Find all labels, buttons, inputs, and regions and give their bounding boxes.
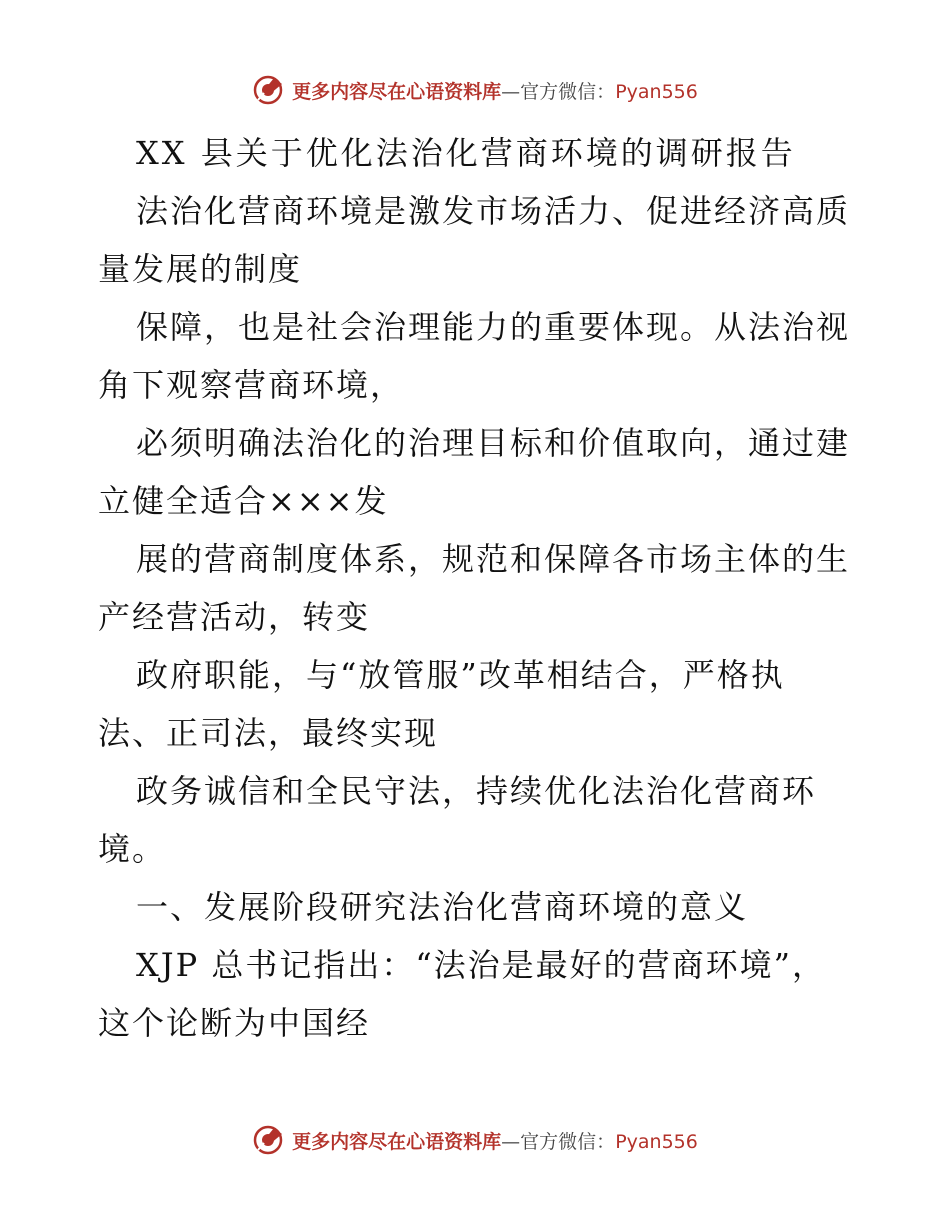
watermark-text (292, 1127, 698, 1154)
paragraph-line: 境。 (98, 830, 167, 868)
paragraph-6 (98, 762, 858, 878)
header-watermark (0, 70, 950, 110)
paragraph-line: 展的营商制度体系，规范和保障各市场主体的生 (136, 540, 851, 578)
watermark-account: Pyan556 (615, 80, 698, 103)
paragraph-line: 保障，也是社会治理能力的重要体现。从法治视 (136, 308, 851, 346)
watermark-dash: — (501, 1130, 521, 1153)
footer-watermark (0, 1120, 950, 1160)
paragraph-line: 角下观察营商环境， (98, 366, 405, 404)
paragraph-4 (98, 530, 858, 646)
watermark-label: 官方微信： (520, 1130, 616, 1153)
watermark-text (292, 77, 698, 104)
paragraph-line: 这个论断为中国经 (98, 1004, 371, 1042)
paragraph-3 (98, 414, 858, 530)
paragraph-line: 政府职能，与“放管服”改革相结合，严格执 (136, 656, 785, 694)
paragraph-line: 法治化营商环境是激发市场活力、促进经济高质 (136, 192, 851, 230)
paragraph-2 (98, 298, 858, 414)
watermark-brand: 更多内容尽在心语资料库 (292, 1130, 502, 1153)
watermark-label: 官方微信： (520, 80, 616, 103)
paragraph-line: 产经营活动，转变 (98, 598, 371, 636)
paragraph-line: 法、正司法，最终实现 (98, 714, 439, 752)
document-body (98, 124, 858, 1052)
watermark-brand: 更多内容尽在心语资料库 (292, 80, 502, 103)
paragraph-line: XJP 总书记指出：“法治是最好的营商环境”， (136, 946, 827, 984)
paragraph-line: 政务诚信和全民守法，持续优化法治化营商环 (136, 772, 817, 810)
paragraph-5 (98, 646, 858, 762)
watermark-dash: — (501, 80, 521, 103)
document-title: XX 县关于优化法治化营商环境的调研报告 (136, 134, 796, 172)
paragraph-1 (98, 182, 858, 298)
section-heading: 一、发展阶段研究法治化营商环境的意义 (136, 888, 749, 926)
watermark-account: Pyan556 (615, 1130, 698, 1153)
pen-nib-circle-icon (252, 74, 284, 106)
paragraph-line: 必须明确法治化的治理目标和价值取向，通过建 (136, 424, 851, 462)
paragraph-line: 量发展的制度 (98, 250, 303, 288)
pen-nib-circle-icon (252, 1124, 284, 1156)
paragraph-7 (98, 936, 858, 1052)
paragraph-line: 立健全适合×××发 (98, 482, 389, 520)
